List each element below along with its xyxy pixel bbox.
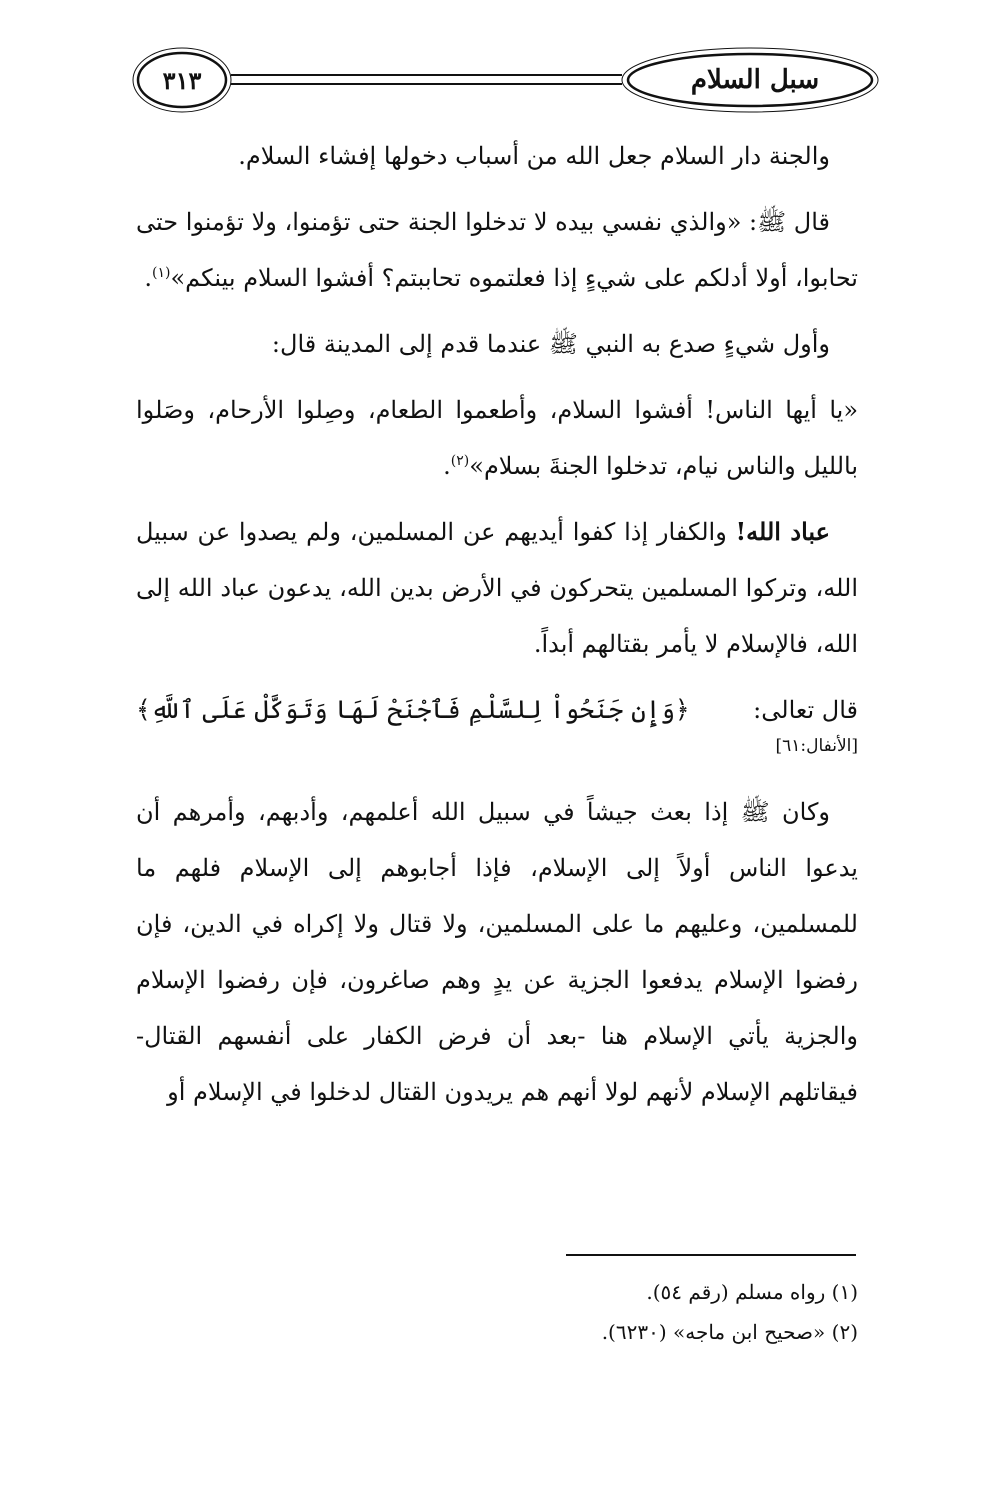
paragraph-5-text: والكفار إذا كفوا أيديهم عن المسلمين، ولم يصدوا عن سبيل الله، وتركوا المسلمين يتحركون في الأرض بدين الله، يدعون عباد الله إلى الله، فالإسلام لا يأمر بقتالهم أبداً. — [136, 518, 858, 658]
paragraph-6: وكان ﷺ إذا بعث جيشاً في سبيل الله أعلمهم، وأدبهم، وأمرهم أن يدعوا الناس أولاً إلى الإسلام، فإذا أجابوهم إلى الإسلام فلهم ما للمسلمين، وعليهم ما على المسلمين، ولا قتال ولا إكراه في الدين، فإن رفضوا الإسلام يدفعوا الجزية عن يدٍ وهم صاغرون، فإن رفضوا الإسلام والجزية يأتي الإسلام هنا -بعد أن فرض الكفار على أنفسهم القتال- فيقاتلهم الإسلام لأنهم لولا أنهم هم يريدون القتال لدخلوا في الإسلام أو — [136, 798, 858, 1106]
quran-verse-line — [136, 682, 858, 738]
footnote-1: (١) رواه مسلم (رقم ٥٤). — [646, 1280, 858, 1304]
page-number: ٣١٣ — [162, 65, 202, 95]
page-header — [130, 40, 890, 120]
paragraph-2-text: قال ﷺ: «والذي نفسي بيده لا تدخلوا الجنة حتى تؤمنوا، ولا تؤمنوا حتى تحابوا، أولا أدلكم على شيءٍ إذا فعلتموه تحاببتم؟ أفشوا السلام بينكم» — [136, 208, 858, 292]
page-body — [136, 128, 858, 1130]
quran-verse: ﴿وَإِن جَنَحُواْ لِلسَّلْمِ فَٱجْنَحْ لَهَا وَتَوَكَّلْ عَلَى ٱللَّهِ﴾ — [136, 695, 690, 724]
paragraph-5 — [136, 504, 858, 672]
paragraph-4-end: . — [443, 452, 451, 480]
footnote-2: (٢) «صحيح ابن ماجه» (٦٢٣٠). — [601, 1320, 858, 1344]
running-title: سبل السلام — [690, 65, 820, 95]
paragraph-4 — [136, 382, 858, 494]
quran-reference: [الأنفال:٦١] — [775, 736, 858, 756]
paragraph-3: وأول شيءٍ صدع به النبي ﷺ عندما قدم إلى المدينة قال: — [271, 330, 830, 358]
paragraph-2 — [136, 194, 858, 306]
quran-intro: قال تعالى: — [753, 696, 858, 724]
footnotes — [136, 1272, 858, 1352]
paragraph-2-end: . — [144, 264, 153, 292]
paragraph-5-address: عباد الله! — [735, 517, 830, 546]
footnote-ref-1: (١) — [152, 265, 171, 281]
footnote-separator — [566, 1254, 856, 1256]
paragraph-4-text: «يا أيها الناس! أفشوا السلام، وأطعموا الطعام، وصِلوا الأرحام، وصَلوا بالليل والناس نيام، تدخلوا الجنةَ بسلام» — [136, 396, 858, 480]
footnote-ref-2: (٢) — [450, 453, 470, 469]
paragraph-1: والجنة دار السلام جعل الله من أسباب دخولها إفشاء السلام. — [238, 142, 830, 170]
